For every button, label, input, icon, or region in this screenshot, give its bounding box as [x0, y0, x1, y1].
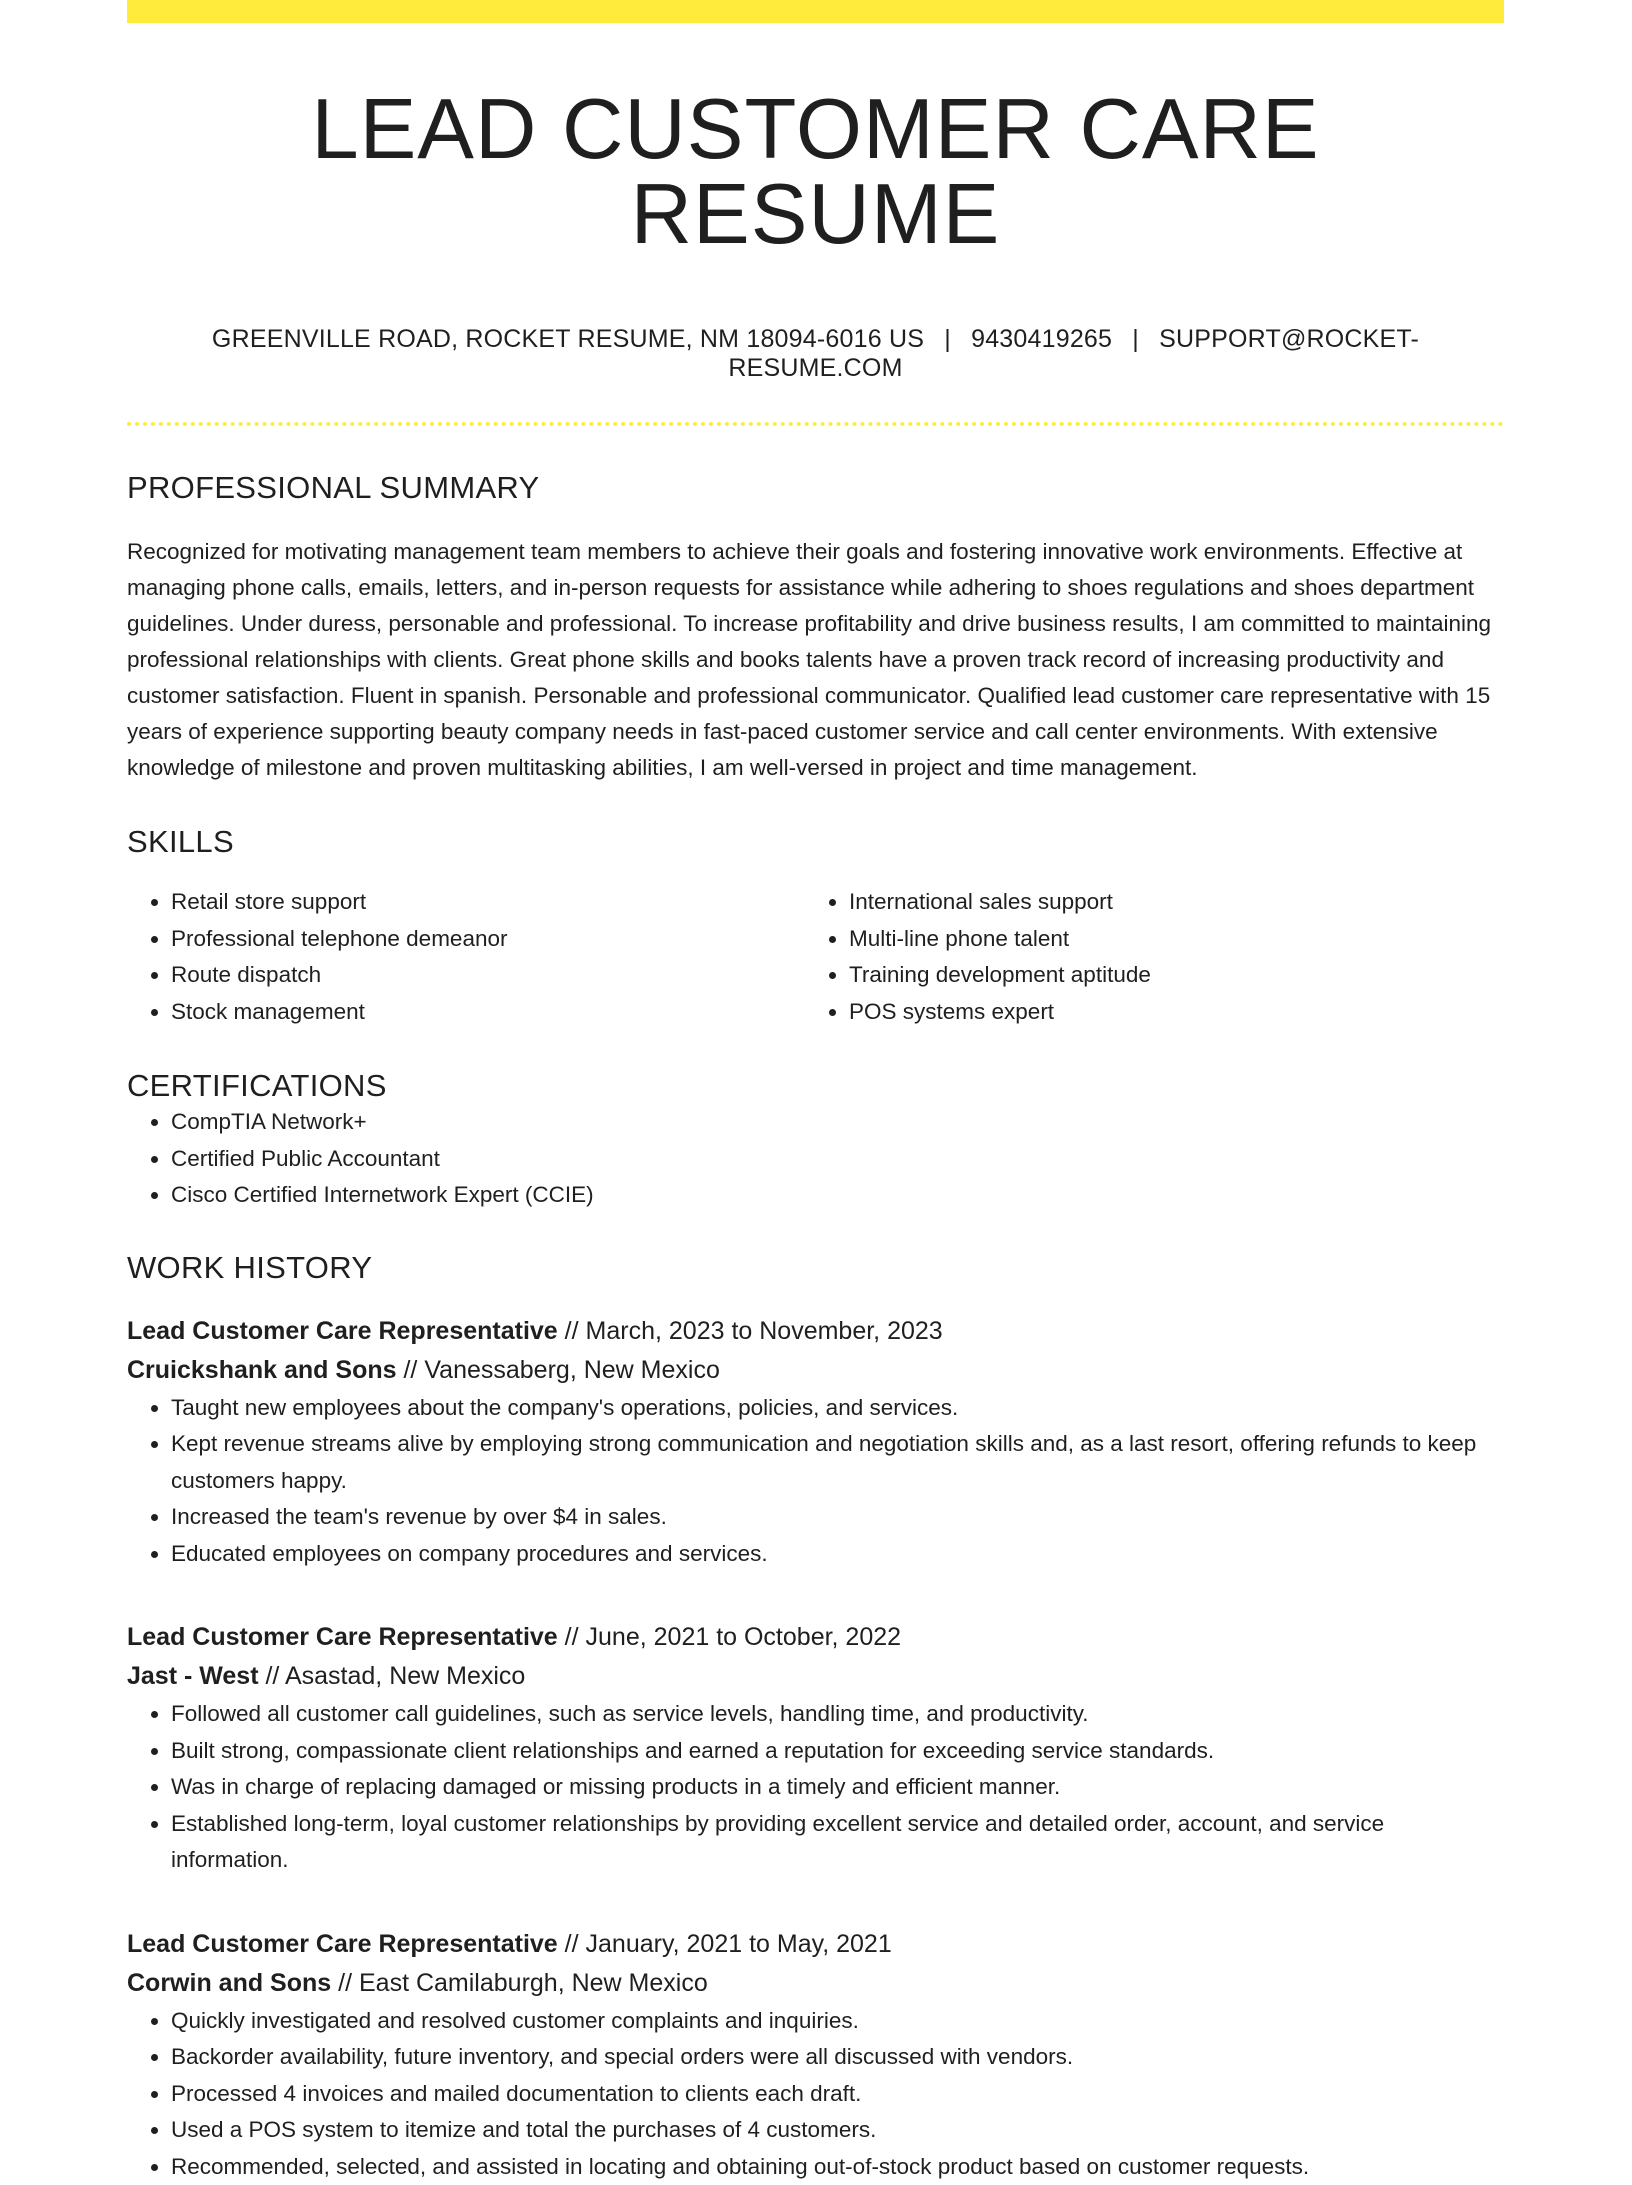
job-location: East Camilaburgh, New Mexico: [359, 1969, 708, 1997]
work-history-heading: WORK HISTORY: [127, 1250, 1504, 1286]
job-bullet: • Kept revenue streams alive by employing strong communication and negotiation skills and, as a last resort, offering refunds to keep customers happy.: [171, 1426, 1504, 1499]
job-bullet: • Quickly investigated and resolved customer complaints and inquiries.: [171, 2003, 1504, 2040]
header-divider: [127, 422, 1504, 426]
job-bullet: • Followed all customer call guidelines, such as service levels, handling time, and productivity.: [171, 1696, 1504, 1733]
skills-heading: SKILLS: [127, 824, 1504, 860]
job-separator: //: [265, 1662, 279, 1690]
job-company: Jast - West: [127, 1662, 259, 1690]
job-entry: [127, 1312, 1504, 1573]
skill-item: • POS systems expert: [849, 994, 1483, 1031]
job-company-line: [127, 1964, 1504, 2003]
skill-item: • Professional telephone demeanor: [171, 921, 805, 958]
skill-item: • Multi-line phone talent: [849, 921, 1483, 958]
skill-item: • Retail store support: [171, 884, 805, 921]
summary-heading: PROFESSIONAL SUMMARY: [127, 470, 1504, 506]
contact-phone: 9430419265: [971, 325, 1112, 353]
job-bullet: • Backorder availability, future inventory, and special orders were all discussed with vendors.: [171, 2039, 1504, 2076]
job-separator: //: [338, 1969, 352, 1997]
job-separator: //: [565, 1623, 579, 1651]
skills-grid: [127, 884, 1504, 1030]
skill-item: • Route dispatch: [171, 957, 805, 994]
job-bullet: • Was in charge of replacing damaged or missing products in a timely and efficient manner.: [171, 1769, 1504, 1806]
certifications-list: [127, 1104, 1504, 1214]
job-bullet-list: [127, 1390, 1504, 1573]
job-bullet-list: [127, 2003, 1504, 2185]
job-bullet: • Educated employees on company procedures and services.: [171, 1536, 1504, 1573]
contact-line: [127, 325, 1504, 383]
contact-separator: |: [931, 325, 964, 354]
job-bullet-list: [127, 1696, 1504, 1879]
job-dates: January, 2021 to May, 2021: [586, 1930, 892, 1958]
skill-item: • Training development aptitude: [849, 957, 1483, 994]
job-entry: [127, 1618, 1504, 1879]
job-company: Corwin and Sons: [127, 1969, 331, 1997]
job-separator: //: [565, 1930, 579, 1958]
job-title: Lead Customer Care Representative: [127, 1930, 558, 1958]
job-company: Cruickshank and Sons: [127, 1356, 397, 1384]
contact-address: GREENVILLE ROAD, ROCKET RESUME, NM 18094-6016 US: [212, 325, 924, 353]
job-bullet: • Used a POS system to itemize and total the purchases of 4 customers.: [171, 2112, 1504, 2149]
job-separator: //: [403, 1356, 417, 1384]
job-title-line: [127, 1925, 1504, 1964]
contact-separator: |: [1119, 325, 1152, 354]
job-title-line: [127, 1312, 1504, 1351]
job-location: Asastad, New Mexico: [285, 1662, 525, 1690]
job-bullet: • Recommended, selected, and assisted in locating and obtaining out-of-stock product based on customer requests.: [171, 2149, 1504, 2185]
job-company-line: [127, 1351, 1504, 1390]
job-company-line: [127, 1657, 1504, 1696]
contact-email: SUPPORT@ROCKET-RESUME.COM: [728, 325, 1419, 382]
resume-title: LEAD CUSTOMER CARE RESUME: [127, 87, 1504, 257]
certification-item: • CompTIA Network+: [171, 1104, 1504, 1141]
job-separator: //: [565, 1317, 579, 1345]
certifications-heading: CERTIFICATIONS: [127, 1068, 1504, 1104]
job-dates: March, 2023 to November, 2023: [586, 1317, 943, 1345]
certification-item: • Cisco Certified Internetwork Expert (CCIE): [171, 1177, 1504, 1214]
certification-item: • Certified Public Accountant: [171, 1141, 1504, 1178]
skill-item: • International sales support: [849, 884, 1483, 921]
skill-item: • Stock management: [171, 994, 805, 1031]
job-location: Vanessaberg, New Mexico: [424, 1356, 720, 1384]
job-title: Lead Customer Care Representative: [127, 1623, 558, 1651]
job-bullet: • Processed 4 invoices and mailed documentation to clients each draft.: [171, 2076, 1504, 2113]
job-bullet: • Increased the team's revenue by over $4 in sales.: [171, 1499, 1504, 1536]
job-bullet: • Established long-term, loyal customer relationships by providing excellent service and detailed order, account, and service information.: [171, 1806, 1504, 1879]
summary-text: Recognized for motivating management team members to achieve their goals and fostering innovative work environments. Effective at managing phone calls, emails, letters, and in-person requests for assistance while adhering to shoes regulations and shoes department guidelines. Under duress, personable and professional. To increase profitability and drive business results, I am committed to maintaining professional relationships with clients. Great phone skills and books talents have a proven track record of increasing productivity and customer satisfaction. Fluent in spanish. Personable and professional communicator. Qualified lead customer care representative with 15 years of experience supporting beauty company needs in fast-paced customer service and call center environments. With extensive knowledge of milestone and proven multitasking abilities, I am well-versed in project and time management.: [127, 534, 1504, 786]
job-dates: June, 2021 to October, 2022: [586, 1623, 902, 1651]
resume-page: [127, 0, 1504, 2185]
top-accent-bar: [127, 0, 1504, 23]
job-title: Lead Customer Care Representative: [127, 1317, 558, 1345]
job-entry: [127, 1925, 1504, 2185]
skills-list-left: [127, 884, 805, 1030]
job-bullet: • Built strong, compassionate client relationships and earned a reputation for exceeding service standards.: [171, 1733, 1504, 1770]
job-bullet: • Taught new employees about the company's operations, policies, and services.: [171, 1390, 1504, 1427]
skills-list-right: [805, 884, 1483, 1030]
job-title-line: [127, 1618, 1504, 1657]
